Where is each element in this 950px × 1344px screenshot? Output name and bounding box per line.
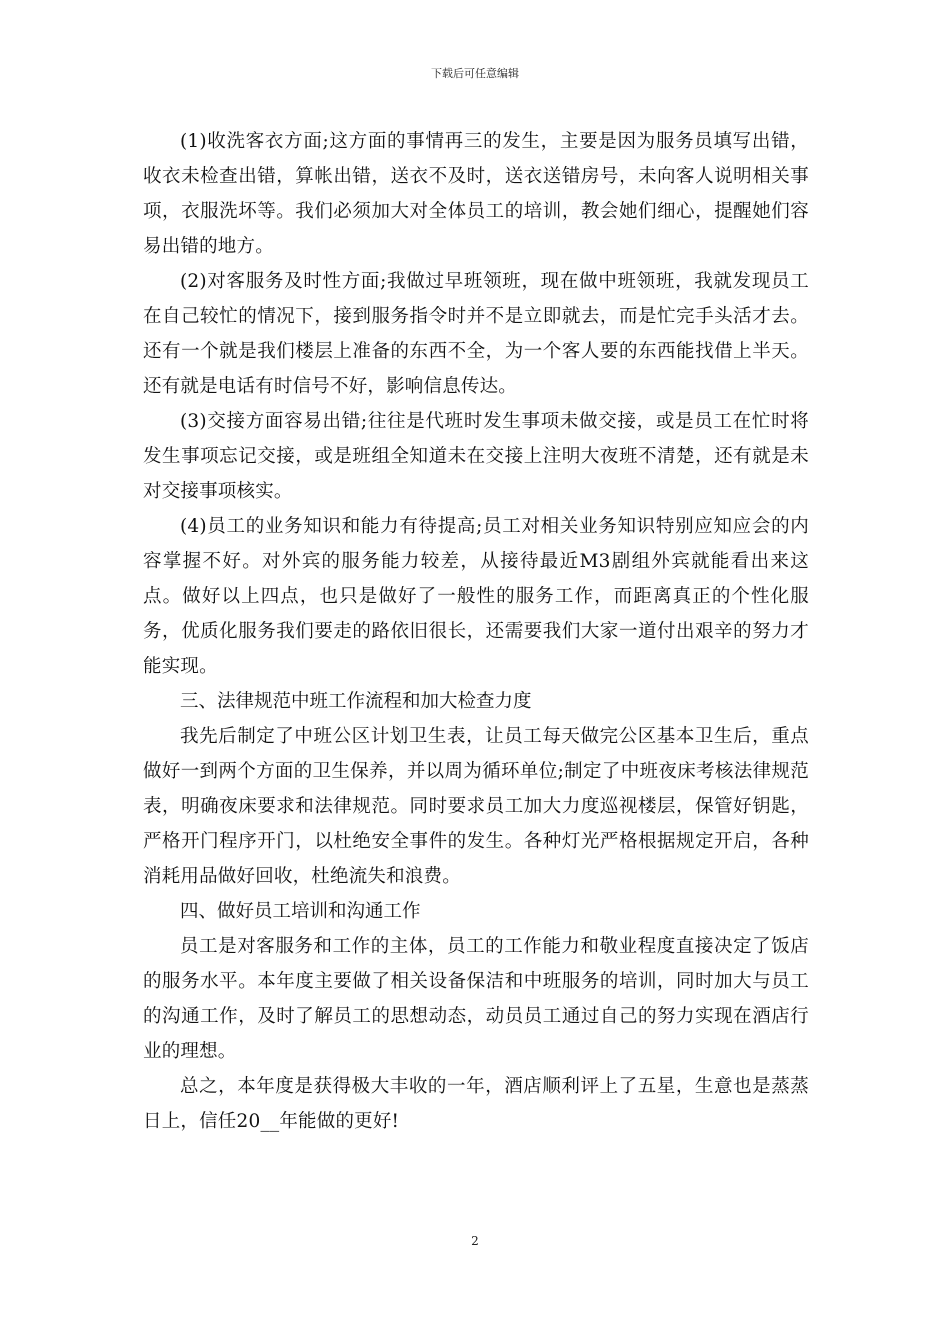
page-header: 下载后可任意编辑 <box>431 67 519 80</box>
paragraph-conclusion: 总之，本年度是获得极大丰收的一年，酒店顺利评上了五星，生意也是蒸蒸日上，信任20__年能做的更好! <box>143 1076 809 1132</box>
document-body <box>143 124 809 1139</box>
paragraph-staff-knowledge: (4)员工的业务知识和能力有待提高;员工对相关业务知识特别应知应会的内容掌握不好。对外宾的服务能力较差，从接待最近M3剧组外宾就能看出来这点。做好以上四点，也只是做好了一般性的服务工作，而距离真正的个性化服务，优质化服务我们要走的路依旧很长，还需要我们大家一道付出艰辛的努力才能实现。 <box>143 516 809 677</box>
paragraph-service-timeliness: (2)对客服务及时性方面;我做过早班领班，现在做中班领班，我就发现员工在自己较忙的情况下，接到服务指令时并不是立即就去，而是忙完手头活才去。还有一个就是我们楼层上准备的东西不全，为一个客人要的东西能找借上半天。还有就是电话有时信号不好，影响信息传达。 <box>143 271 809 397</box>
page-number: 2 <box>471 1234 479 1248</box>
paragraph-procedures: 我先后制定了中班公区计划卫生表，让员工每天做完公区基本卫生后，重点做好一到两个方面的卫生保养，并以周为循环单位;制定了中班夜床考核法律规范表，明确夜床要求和法律规范。同时要求员工加大力度巡视楼层，保管好钥匙，严格开门程序开门，以杜绝安全事件的发生。各种灯光严格根据规定开启，各种消耗用品做好回收，杜绝流失和浪费。 <box>143 726 809 887</box>
paragraph-training: 员工是对客服务和工作的主体，员工的工作能力和敬业程度直接决定了饭店的服务水平。本年度主要做了相关设备保洁和中班服务的培训，同时加大与员工的沟通工作，及时了解员工的思想动态，动员员工通过自己的努力实现在酒店行业的理想。 <box>143 936 809 1062</box>
paragraph-handover: (3)交接方面容易出错;往往是代班时发生事项未做交接，或是员工在忙时将发生事项忘记交接，或是班组全知道未在交接上注明大夜班不清楚，还有就是未对交接事项核实。 <box>143 411 809 502</box>
paragraph-laundry: (1)收洗客衣方面;这方面的事情再三的发生，主要是因为服务员填写出错，收衣未检查出错，算帐出错，送衣不及时，送衣送错房号，未向客人说明相关事项，衣服洗坏等。我们必须加大对全体员工的培训，教会她们细心，提醒她们容易出错的地方。 <box>143 131 809 257</box>
section-heading-3: 三、法律规范中班工作流程和加大检查力度 <box>180 691 532 712</box>
section-heading-4: 四、做好员工培训和沟通工作 <box>180 901 421 922</box>
